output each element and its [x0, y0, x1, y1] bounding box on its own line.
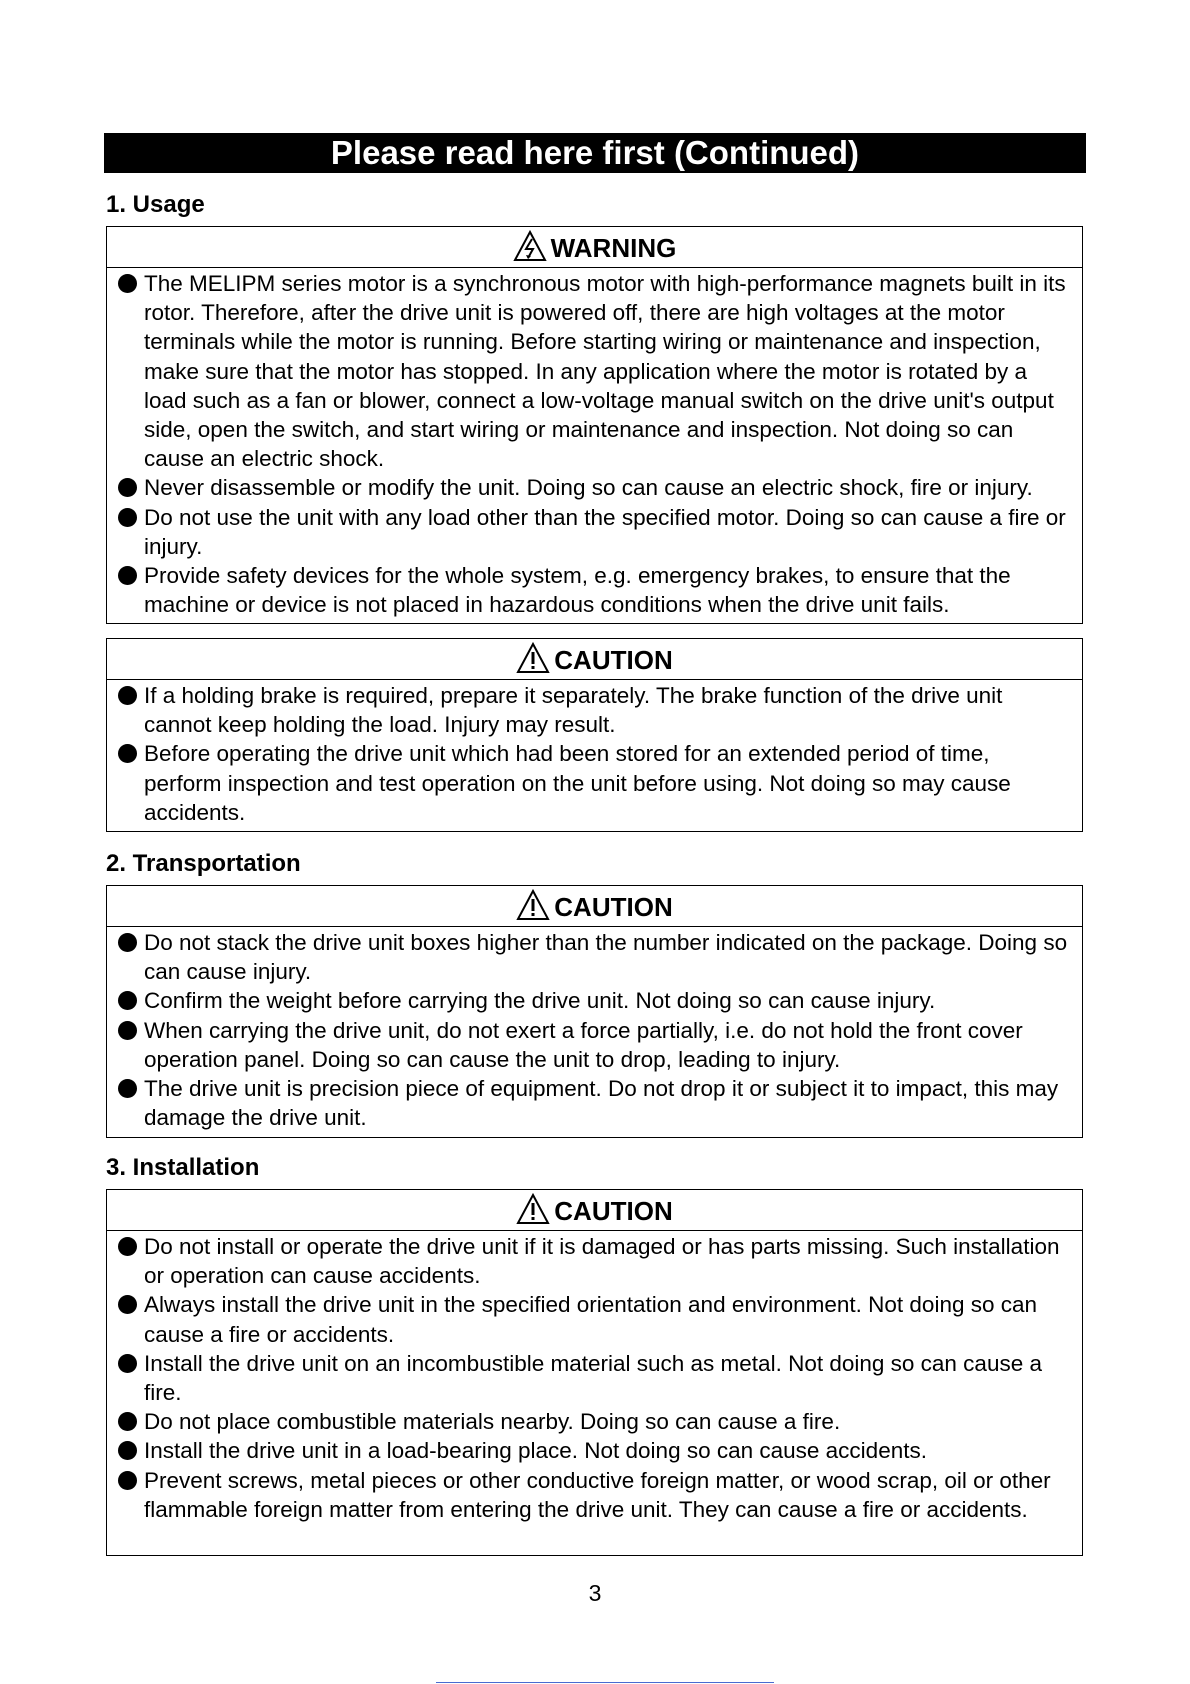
caution-box-usage: [106, 638, 1083, 832]
list-item: Prevent screws, metal pieces or other conductive foreign matter, or wood scrap, oil or other flammable foreign matter from entering the drive unit. They can cause a fire or accidents.: [107, 1466, 1082, 1524]
caution-icon: [516, 1193, 550, 1225]
list-item: Install the drive unit on an incombustible material such as metal. Not doing so can cause a fire.: [107, 1349, 1082, 1407]
bullet-icon: [118, 1237, 137, 1256]
list-item: When carrying the drive unit, do not exert a force partially, i.e. do not hold the front cover operation panel. Doing so can cause the unit to drop, leading to injury.: [107, 1016, 1082, 1074]
caution-header: [107, 1190, 1082, 1231]
caution-icon: [516, 642, 550, 674]
bullet-icon: [118, 933, 137, 952]
list-item: Always install the drive unit in the specified orientation and environment. Not doing so can cause a fire or accidents.: [107, 1290, 1082, 1348]
bullet-icon: [118, 478, 137, 497]
caution-label: CAUTION: [554, 892, 673, 922]
caution-header: [107, 639, 1082, 680]
bullet-icon: [118, 1471, 137, 1490]
section-heading-transportation: 2. Transportation: [106, 850, 301, 877]
bullet-icon: [118, 1021, 137, 1040]
list-item: Do not install or operate the drive unit if it is damaged or has parts missing. Such installation or operation can cause accidents.: [107, 1232, 1082, 1290]
bullet-icon: [118, 1412, 137, 1431]
section-heading-installation: 3. Installation: [106, 1154, 260, 1181]
caution-label: CAUTION: [554, 1196, 673, 1226]
footer-link-line: [436, 1682, 774, 1683]
bullet-icon: [118, 686, 137, 705]
caution-label: CAUTION: [554, 645, 673, 675]
list-item: Never disassemble or modify the unit. Doing so can cause an electric shock, fire or injury.: [107, 473, 1082, 502]
bullet-icon: [118, 566, 137, 585]
caution-box-transportation: [106, 885, 1083, 1138]
list-item: Confirm the weight before carrying the drive unit. Not doing so can cause injury.: [107, 986, 1082, 1015]
warning-label: WARNING: [550, 233, 677, 263]
page-number: 3: [588, 1580, 602, 1606]
electric-hazard-icon: [513, 230, 547, 262]
warning-box-usage: [106, 226, 1083, 624]
bullet-icon: [118, 1295, 137, 1314]
bullet-icon: [118, 991, 137, 1010]
list-item: The MELIPM series motor is a synchronous motor with high-performance magnets built in its rotor. Therefore, after the drive unit is powered off, there are high voltages at the motor terminals while the motor is running. Before starting wiring or maintenance and inspection, make sure that the motor has stopped. In any application where the motor is rotated by a load such as a fan or blower, connect a low-voltage manual switch on the drive unit's output side, open the switch, and start wiring or maintenance and inspection. Not doing so can cause an electric shock.: [107, 269, 1082, 473]
list-item: The drive unit is precision piece of equipment. Do not drop it or subject it to impact, this may damage the drive unit.: [107, 1074, 1082, 1132]
list-item: Install the drive unit in a load-bearing place. Not doing so can cause accidents.: [107, 1436, 1082, 1465]
caution-box-installation: [106, 1189, 1083, 1556]
list-item: Before operating the drive unit which had been stored for an extended period of time, perform inspection and test operation on the unit before using. Not doing so may cause accidents.: [107, 739, 1082, 827]
bullet-icon: [118, 1441, 137, 1460]
list-item: Do not stack the drive unit boxes higher than the number indicated on the package. Doing so can cause injury.: [107, 928, 1082, 986]
list-item: Provide safety devices for the whole system, e.g. emergency brakes, to ensure that the machine or device is not placed in hazardous conditions when the drive unit fails.: [107, 561, 1082, 619]
bullet-icon: [118, 508, 137, 527]
section-heading-usage: 1. Usage: [106, 191, 205, 218]
page-title: Please read here first (Continued): [104, 133, 1086, 173]
caution-header: [107, 886, 1082, 927]
list-item: Do not place combustible materials nearby. Doing so can cause a fire.: [107, 1407, 1082, 1436]
bullet-icon: [118, 1079, 137, 1098]
bullet-icon: [118, 744, 137, 763]
warning-header: [107, 227, 1082, 268]
bullet-icon: [118, 1354, 137, 1373]
bullet-icon: [118, 274, 137, 293]
list-item: Do not use the unit with any load other than the specified motor. Doing so can cause a fire or injury.: [107, 503, 1082, 561]
caution-icon: [516, 889, 550, 921]
list-item: If a holding brake is required, prepare it separately. The brake function of the drive unit cannot keep holding the load. Injury may result.: [107, 681, 1082, 739]
